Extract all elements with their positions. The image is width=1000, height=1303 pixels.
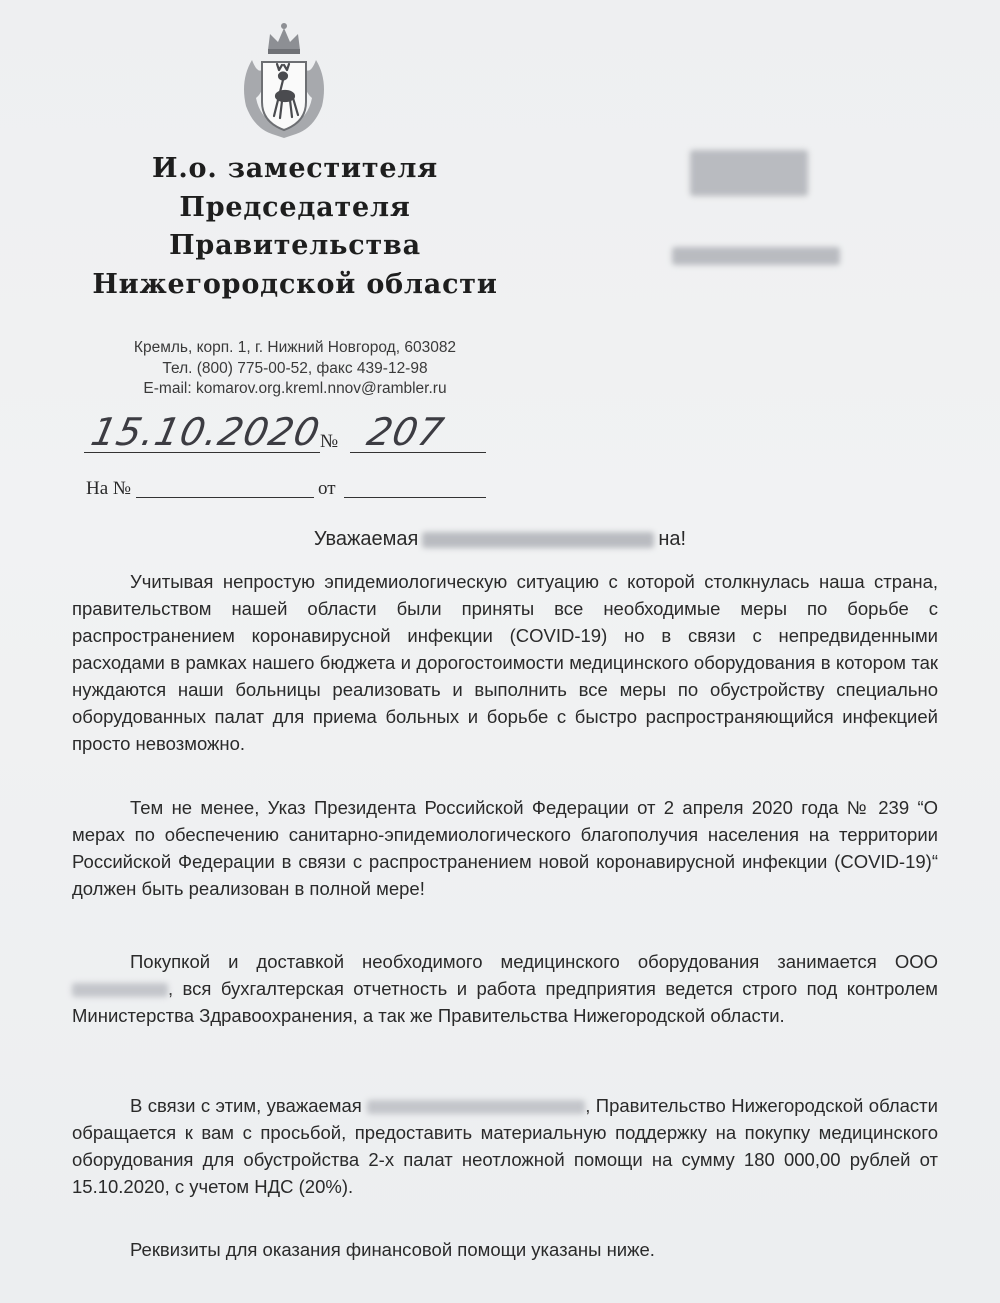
title-line: Правительства [169,230,421,261]
greeting-suffix: на! [658,528,687,550]
handwritten-number: 207 [363,410,449,454]
title-line: Нижегородской области [92,268,498,300]
coat-of-arms-emblem [232,20,336,142]
sender-title [60,150,530,304]
addressee-name-redacted [367,1100,585,1114]
reply-number-line [136,497,314,498]
request-text-before: В связи с этим, уважаемая [130,1095,362,1116]
sender-address [100,338,490,400]
paragraph-supplier [72,948,938,1029]
greeting [0,528,1000,551]
paragraph-situation: Учитывая непростую эпидемиологическую ситуацию с которой столкнулась наша страна, правительством нашей области были приняты все необходимые меры по борьбе с распространением коронавирусной инфекции (COVID-19) но в связи с непредвиденными расходами в рамках нашего бюджета и дорогостоимости медицинского оборудования в котором так нуждаются наши больницы реализовать и выполнить все меры по обустройству специально оборудованных палат для приема больных и борьбе с быстро распространяющийся инфекцией просто невозможно. [72,571,938,754]
paragraph-request [72,1092,938,1200]
paragraph-requisites: Реквизиты для оказания финансовой помощи указаны ниже. [130,1239,655,1260]
paragraph-decree: Тем не менее, Указ Президента Российской Федерации от 2 апреля 2020 года № 239 “О мерах по обеспечению санитарно-эпидемиологического благополучия населения на территории Российской Федерации в связи с распространением новой коронавирусной инфекции (COVID-19)“ должен быть реализован в полной мере! [72,797,938,899]
reply-number-label: На № [86,478,132,499]
recipient-address-redacted [672,247,840,265]
request-text-after: , Правительство Нижегородской области обращается к вам с просьбой, предоставить материальную поддержку на покупку медицинского оборудования для обустройства 2-х палат неотложной помощи на сумму 180 000,00 рублей от 15.10.2020, с учетом НДС (20%). [72,1095,938,1197]
address-line: E-mail: komarov.org.kreml.nnov@rambler.ru [143,380,447,397]
greeting-name-redacted [422,532,654,548]
handwritten-date: 15.10.2020 [87,410,325,454]
reply-from-label: от [318,478,336,499]
crown-icon [268,23,300,54]
address-line: Тел. (800) 775-00-52, факс 439-12-98 [162,359,428,377]
recipient-name-redacted [690,150,808,196]
company-name-redacted [72,983,168,997]
supplier-text-after: , вся бухгалтерская отчетность и работа предприятия ведется строго под контролем Министерства Здравоохранения, а так же Правительства Нижегородской области. [72,978,938,1026]
title-line: Председателя [179,191,411,223]
supplier-text-before: Покупкой и доставкой необходимого медицинского оборудования занимается ООО [130,951,938,972]
address-line: Кремль, корп. 1, г. Нижний Новгород, 603082 [133,339,457,356]
greeting-prefix: Уважаемая [313,528,419,550]
number-sign: № [320,431,339,452]
reply-date-line [344,497,486,498]
title-line: И.о. заместителя [152,153,438,184]
